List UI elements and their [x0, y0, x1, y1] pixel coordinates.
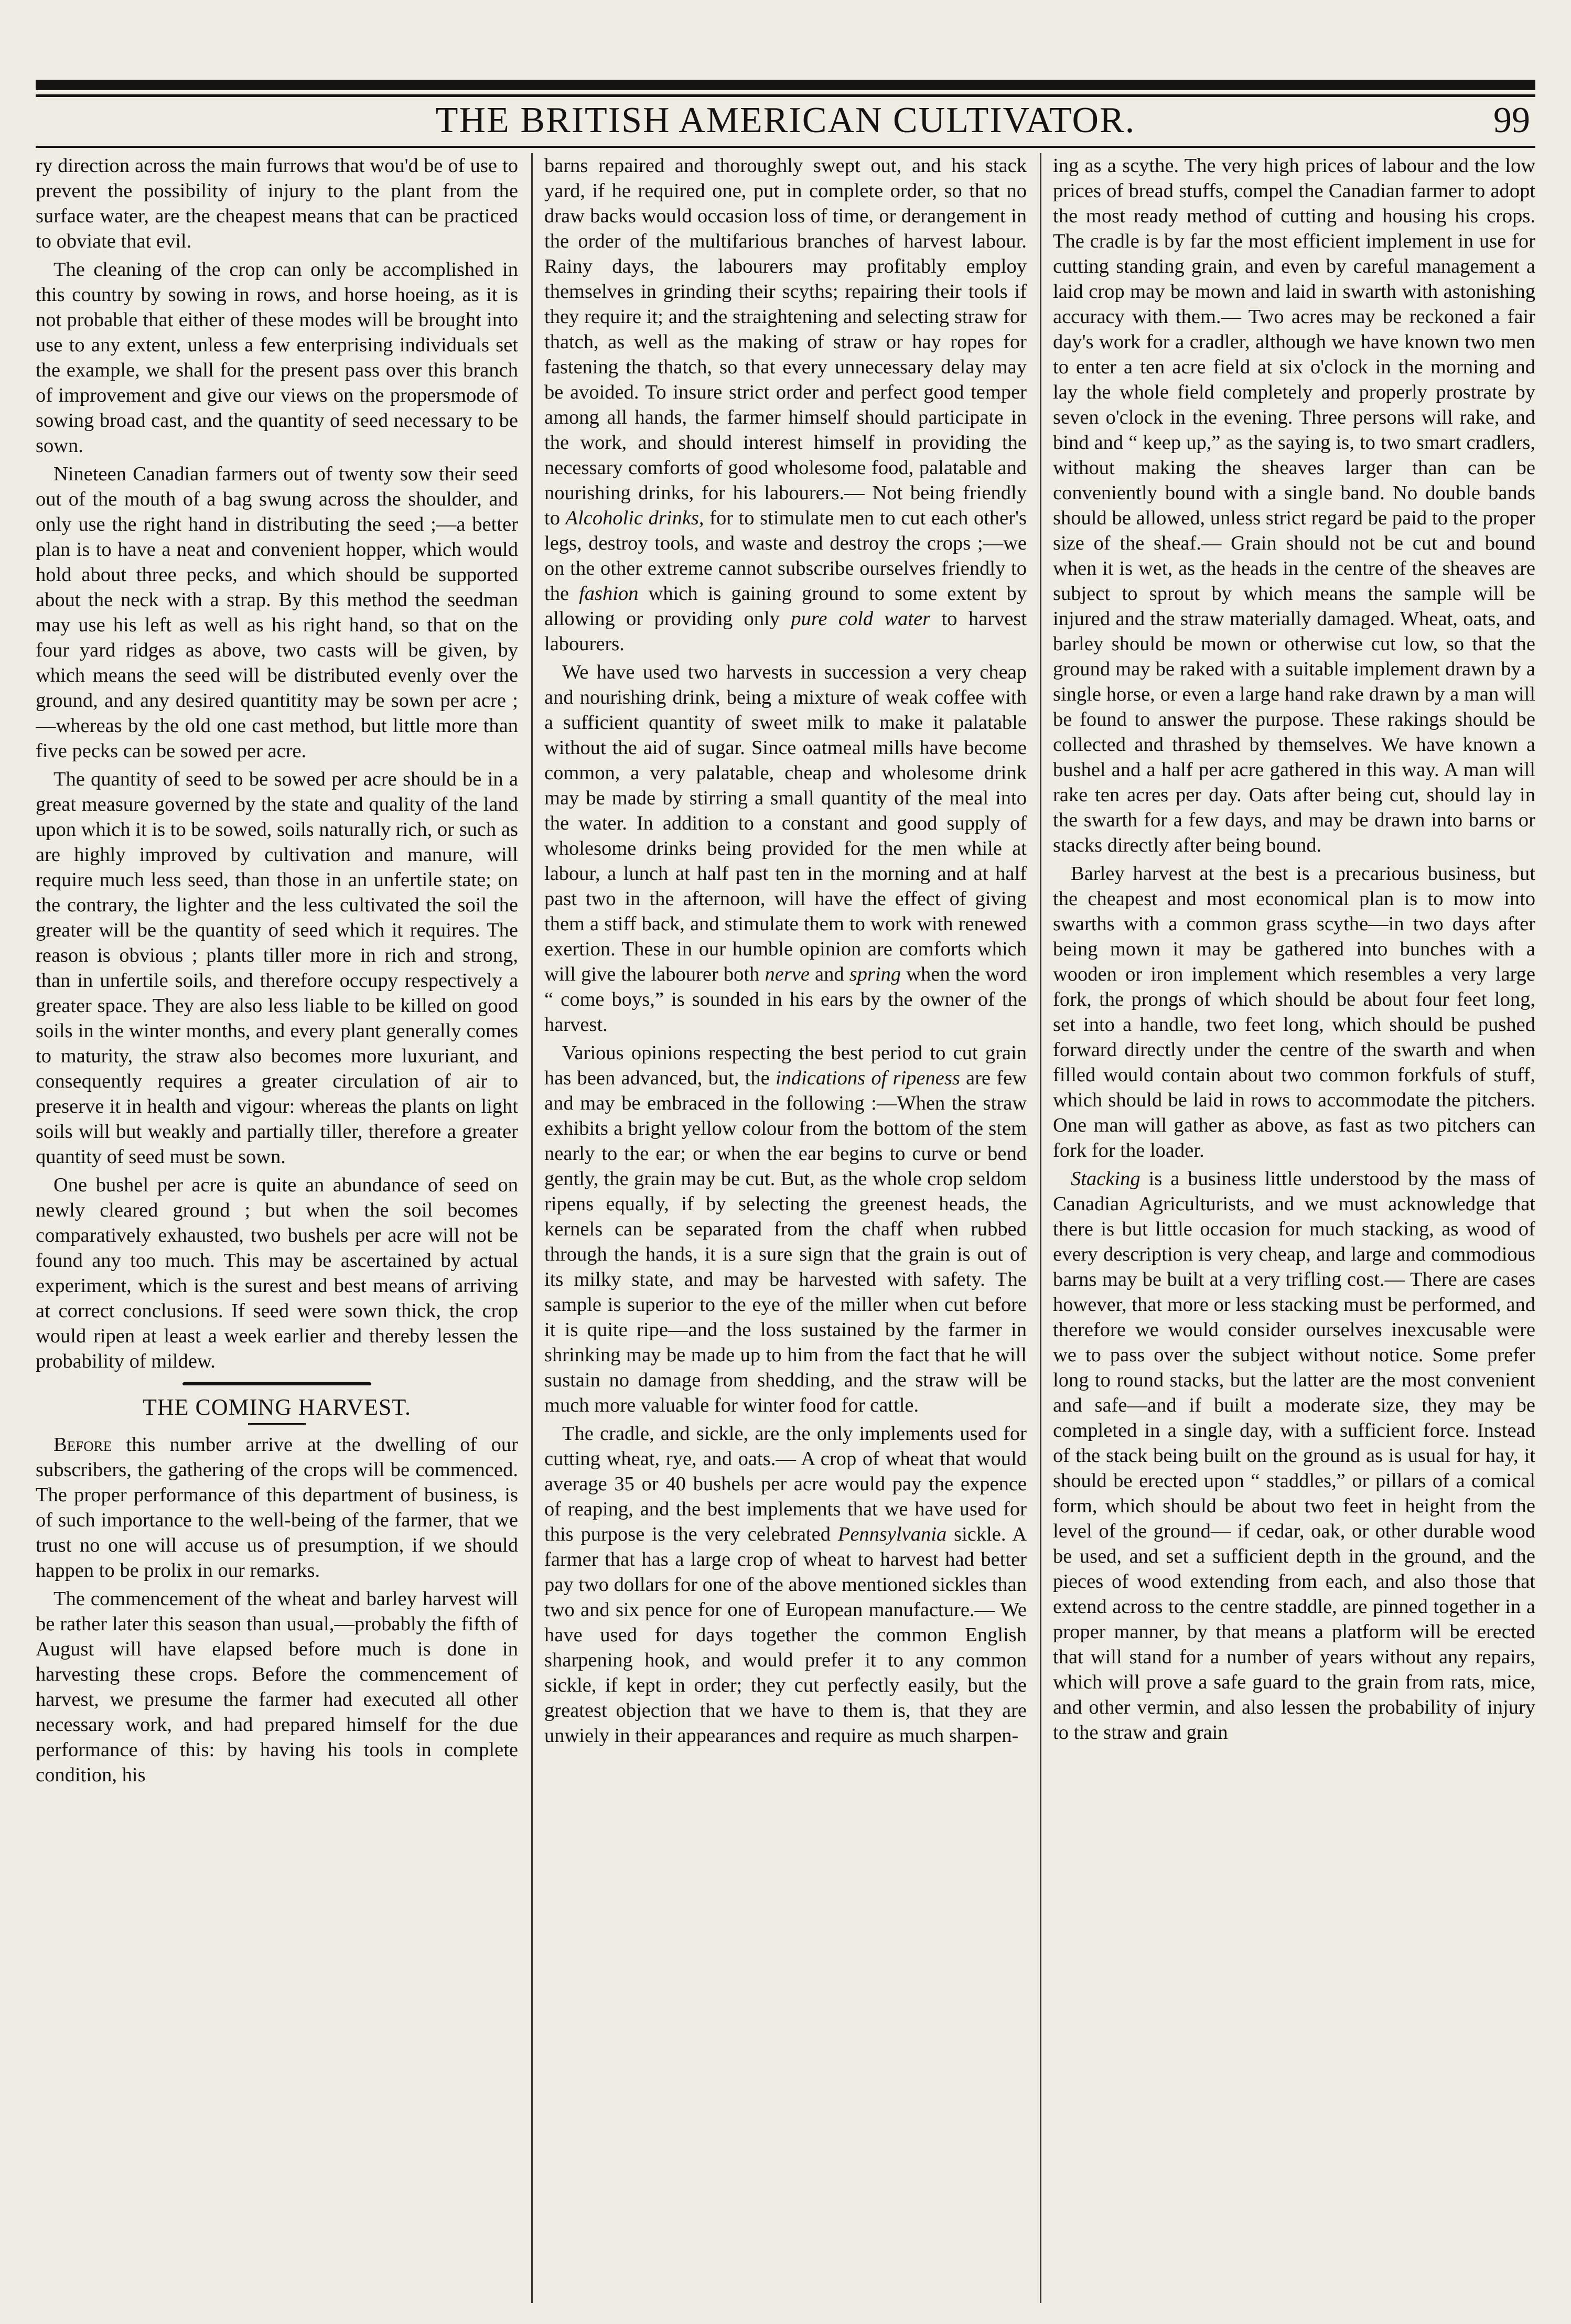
masthead-rule-thin: [36, 94, 1535, 97]
italic-phrase: Alcoholic drinks,: [565, 507, 704, 529]
paragraph: The quantity of seed to be sowed per acre should be in a great measure governed by the state and quality of the land upon which it is to be sowed, soils naturally rich, or such as are highly improved by cultivation and manure, will require much less seed, than those in an unfertile state; on the contrary, the lighter and the less cultivated the soil the greater will be the quantity of seed which it requires. The reason is obvious ; plants tiller more in rich and strong, than in unfertile soils, and therefore occupy respectively a greater space. They are also less liable to be killed on good soils in the winter months, and every plant generally comes to maturity, the straw also becomes more luxuriant, and consequently requires a greater circulation of air to preserve it in health and vigour: whereas the plants on light soils will but weakly and partially tiller, therefore a greater quantity of seed must be sown.: [36, 768, 518, 1168]
paragraph: [36, 1432, 518, 1583]
paragraph: ry direction across the main furrows that wou'd be of use to prevent the possibility of injury to the plant from the surface water, are the cheapest means that can be practiced to obviate that evil.: [36, 155, 518, 252]
column-2: [544, 153, 1027, 2308]
paragraph: The cleaning of the crop can only be accomplished in this country by sowing in rows, and horse hoeing, as it is not probable that either of these modes will be brought into use to any extent, unless a few enterprising individuals set the example, we shall for the present pass over this branch of improvement and give our views on the propersmode of sowing broad cast, and the quantity of seed necessary to be sown.: [36, 259, 518, 457]
article-columns: [36, 153, 1535, 2308]
section-heading: THE COMING HARVEST.: [142, 1394, 412, 1420]
italic-phrase: nerve: [765, 963, 810, 985]
heading-underline: [248, 1423, 306, 1425]
paragraph: Barley harvest at the best is a precarious business, but the cheapest and most economical plan is to mow into swarths with a common grass scythe—in two days after being mown it may be gathered into bunches with a wooden or iron implement which resembles a very large fork, the prongs of which should be about four feet long, set into a handle, two feet long, which should be pushed forward directly under the centre of the swarth and when filled would contain about two common forkfuls of stuff, which should be laid in rows to accommodate the pitchers. One man will gather as above, as fast as two pitchers can fork for the loader.: [1053, 863, 1535, 1161]
lead-word: Before: [53, 1434, 112, 1456]
column-divider: [531, 153, 533, 2303]
italic-phrase: Stacking: [1071, 1168, 1140, 1190]
paragraph: [544, 1040, 1027, 1418]
italic-phrase: indications of ripeness: [775, 1067, 960, 1089]
paragraph-text: which is gaining ground to some extent by allowing or providing only: [544, 583, 1027, 630]
paragraph: [544, 153, 1027, 657]
paragraph: [544, 660, 1027, 1037]
italic-phrase: pure cold water: [791, 608, 931, 630]
paragraph-text: this number arrive at the dwelling of our subscribers, the gathering of the crops will be commenced. The proper performance of this department of business, is of such importance to the well-being of the farmer, that we trust no one will accuse us of presumption, if we should happen to be prolix in our remarks.: [36, 1434, 518, 1581]
masthead: [36, 100, 1535, 143]
paragraph-text: are few and may be embraced in the following :—When the straw exhibits a bright yellow colour from the bottom of the stem nearly to the ear; or when the ear begins to curve or bend gently, the grain may be cut. But, as the whole crop seldom ripens equally, if by selecting the greenest heads, the kernels can be separated from the chaff when rubbed through the hands, it is a sure sign that the grain is out of its milky state, and may be harvested with safety. The sample is superior to the eye of the miller when cut before it is quite ripe—and the loss sustained by the farmer in shrinking may be made up to him from the fact that he will sustain no damage from shedding, and the straw will be much more valuable for winter food for cattle.: [544, 1067, 1027, 1416]
paragraph-text: We have used two harvests in succession a very cheap and nourishing drink, being a mixture of weak coffee with a sufficient quantity of sweet milk to make it palatable without the aid of sugar. Since oatmeal mills have become common, a very palatable, cheap and wholesome drink may be made by stirring a small quantity of the meal into the water. In addition to a constant and good supply of wholesome drinks being provided for the men while at labour, a lunch at half past ten in the morning and at half past two in the afternoon, will have the effect of giving them a stiff back, and stimulate them to work with renewed exertion. These in our humble opinion are comforts which will give the labourer both: [544, 661, 1027, 985]
masthead-title: THE BRITISH AMERICAN CULTIVATOR.: [435, 100, 1136, 141]
italic-phrase: Pennsylvania: [837, 1523, 947, 1545]
paragraph: ing as a scythe. The very high prices of labour and the low prices of bread stuffs, compel the Canadian farmer to adopt the most ready method of cutting and housing his crops. The cradle is by far the most efficient implement in use for cutting standing grain, and even by careful management a laid crop may be mown and laid in swarth with astonishing accuracy with them.— Two acres may be reckoned a fair day's work for a cradler, although we have known two men to enter a ten acre field at six o'clock in the morning and lay the whole field completely and properly prostrate by seven o'clock in the evening. Three persons will rake, and bind and “ keep up,” as the saying is, to two smart cradlers, without making the sheaves larger than can be conveniently bound with a single band. No double bands should be allowed, unless strict regard be paid to the proper size of the sheaf.— Grain should not be cut and bound when it is wet, as the heads in the centre of the sheaves are subject to sprout by which means the sample will be injured and the straw materially damaged. Wheat, oats, and barley should be mown or otherwise cut low, so that the ground may be raked with a suitable implement drawn by a single horse, or even a large hand rake drawn by a man will be found to answer the purpose. These rakings should be collected and thrashed by themselves. We have known a bushel and a half per acre gathered in this way. A man will rake ten acres per day. Oats after being cut, should lay in the swarth for a few days, and may be drawn into barns or stacks directly after being bound.: [1053, 155, 1535, 856]
paragraph-text: and: [809, 963, 844, 985]
masthead-underline: [36, 146, 1535, 148]
column-1: [36, 153, 518, 2308]
paragraph-text: The cradle, and sickle, are the only implements used for cutting wheat, rye, and oats.— A crop of wheat that would average 35 or 40 bushels per acre would pay the expence of reaping, and the best implements that we have used for this purpose is the very celebrated: [544, 1423, 1027, 1545]
masthead-rule-thick: [36, 80, 1535, 90]
italic-phrase: fashion: [579, 583, 639, 605]
italic-phrase: spring: [849, 963, 901, 985]
paragraph-text: is a business little understood by the mass of Canadian Agriculturists, and we must acknowledge that there is but little occasion for much stacking, as wood of every description is very cheap, and large and commodious barns may be built at a very trifling cost.— There are cases however, that more or less stacking must be performed, and therefore we would consider ourselves inexcusable were we to pass over the subject without notice. Some prefer long to round stacks, but the latter are the most convenient and safe—and if built a moderate size, they may be completed in a single day, with a sufficient force. Instead of the stack being built on the ground as is usual for hay, it should be erected upon “ staddles,” or pillars of a comical form, which should be about two feet in height from the level of the ground— if cedar, oak, or other durable wood be used, and set a sufficient depth in the ground, and the pieces of wood extending from each, and also those that extend across to the centre staddle, are pinned together in a proper manner, by that means a platform will be erected that will stand for a number of years without any repairs, which will prove a safe guard to the grain from rats, mice, and other vermin, and also lessen the probability of injury to the straw and grain: [1053, 1168, 1535, 1744]
paragraph-text: barns repaired and thoroughly swept out, and his stack yard, if he required one, put in complete order, so that no draw backs would occasion loss of time, or derangement in the order of the multifarious branches of harvest labour. Rainy days, the labourers may profitably employ themselves in grinding their scyths; repairing their tools if they require it; and the straightening and selecting straw for thatch, as well as the making of straw or hay ropes for fastening the thatch, so that every unnecessary delay may be avoided. To insure strict order and perfect good temper among all hands, the farmer himself should participate in the work, and should interest himself in providing the necessary comforts of good wholesome food, palatable and nourishing drinks, for his labourers.— Not being friendly to: [544, 155, 1027, 529]
paragraph-text: sickle. A farmer that has a large crop of wheat to harvest had better pay two dollars for one of the above mentioned sickles than two and six pence for one of European manufacture.— We have used for days together the common English sharpening hook, and would prefer it to any common sickle, if kept in order; they cut perfectly easily, but the greatest objection that we have to them is, that they are unwiely in their appearances and require as much sharpen-: [544, 1523, 1027, 1747]
paragraph-text: when the word “ come boys,” is sounded in his ears by the owner of the harvest.: [544, 963, 1027, 1036]
paragraph-text: to harvest labourers.: [544, 608, 1027, 655]
paragraph-text: for to stimulate men to cut each other's legs, destroy tools, and waste and destroy the crops ;—we on the other extreme cannot subscribe ourselves friendly to the: [544, 507, 1027, 605]
paragraph: One bushel per acre is quite an abundance of seed on newly cleared ground ; but when the soil becomes comparatively exhausted, two bushels per acre will not be found any too much. This may be ascertained by actual experiment, which is the surest and best means of arriving at correct conclusions. If seed were sown thick, the crop would ripen at least a week earlier and thereby lessen the probability of mildew.: [36, 1174, 518, 1372]
paragraph: [544, 1421, 1027, 1748]
paragraph: The commencement of the wheat and barley harvest will be rather later this season than usual,—probably the fifth of August will have elapsed before much is done in harvesting these crops. Before the commencement of harvest, we presume the farmer had executed all other necessary work, and had prepared himself for the due performance of this: by having his tools in complete condition, his: [36, 1588, 518, 1786]
paragraph: [1053, 1166, 1535, 1745]
paragraph-text: Various opinions respecting the best period to cut grain has been advanced, but, the: [544, 1042, 1027, 1089]
column-3: [1053, 153, 1535, 2308]
page-number: 99: [1493, 100, 1530, 141]
column-divider: [1040, 153, 1041, 2303]
paragraph: Nineteen Canadian farmers out of twenty sow their seed out of the mouth of a bag swung across the shoulder, and only use the right hand in distributing the seed ;—a better plan is to have a neat and convenient hopper, which would hold about three pecks, and which should be supported about the neck with a strap. By this method the seedman may use his left as well as his right hand, so that on the four yard ridges as above, two casts will be given, by which means the seed will be distributed evenly over the ground, and any desired quantitity may be sown per acre ;—whereas by the old one cast method, but little more than five pecks can be sowed per acre.: [36, 463, 518, 762]
section-separator: [182, 1382, 371, 1385]
